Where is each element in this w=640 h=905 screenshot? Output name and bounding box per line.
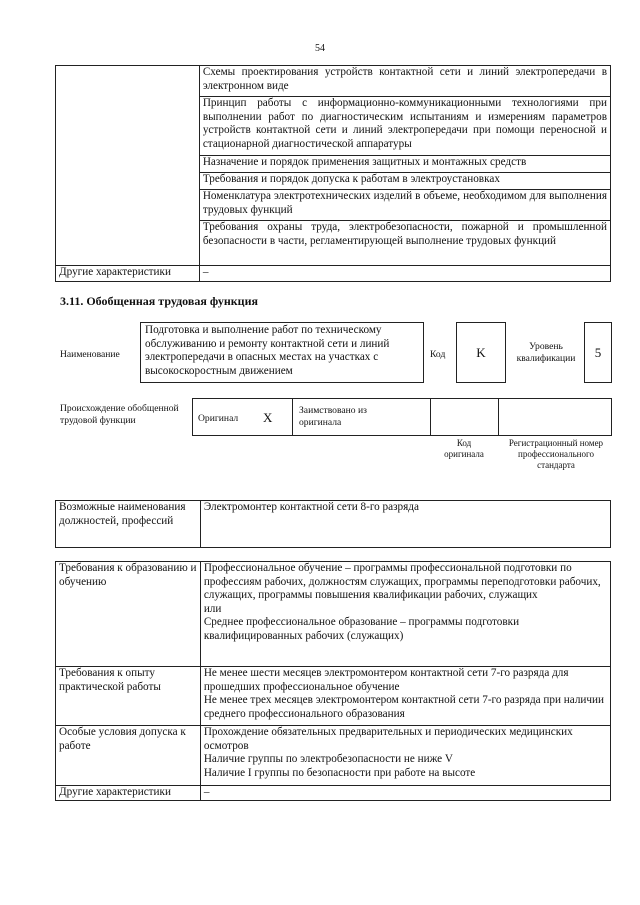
positions-value: Электромонтер контактной сети 8-го разряда: [200, 501, 610, 548]
original-mark: X: [263, 410, 273, 425]
other-label: Другие характеристики: [56, 786, 201, 801]
positions-table: [55, 500, 611, 548]
knowledge-table: [55, 65, 611, 282]
knowledge-row: Номенклатура электротехнических изделий в объеме, необходимом для выполнения трудовых функций: [199, 190, 610, 221]
borrowed-label: Заимствовано из оригинала: [299, 405, 367, 428]
page-number: 54: [315, 43, 325, 54]
name-label: Наименование: [60, 349, 120, 360]
requirements-table: [55, 561, 611, 801]
level-label: Уровень квалификации: [516, 341, 576, 364]
empty-label-cell: [56, 66, 200, 266]
knowledge-row: Назначение и порядок применения защитных и монтажных средств: [199, 156, 610, 173]
requirement-line: Профессиональное обучение – программы профессиональной подготовки по профессиям рабочих, должностям служащих, программы переподготовки рабочих, служащих, программы повышения квалификации рабочих, служащих: [203, 562, 601, 602]
knowledge-row: Требования охраны труда, электробезопасности, пожарной и промышленной безопасности в части, регламентирующей выполнение трудовых функций: [199, 221, 610, 266]
code-label: Код: [430, 349, 446, 360]
level-value: 5: [594, 344, 602, 360]
requirement-line: Прохождение обязательных предварительных и периодических медицинских осмотров: [203, 726, 573, 752]
knowledge-row: Принцип работы с информационно-коммуникационными технологиями при выполнении работ по диагностическим испытаниям и измерениям параметров устройств контактной сети и линий электропередачи при помощи переносной и стационарной диагностической аппаратуры: [199, 97, 610, 156]
function-name-box: [140, 322, 424, 383]
other-characteristics-value: –: [199, 266, 610, 282]
positions-label: Возможные наименования должностей, профессий: [56, 501, 201, 548]
requirement-line: Среднее профессиональное образование – программы подготовки квалифицированных рабочих (служащих): [203, 616, 520, 642]
other-characteristics-label: Другие характеристики: [56, 266, 200, 282]
level-box: [584, 322, 612, 383]
section-title: 3.11. Обобщенная трудовая функция: [60, 294, 258, 308]
reg-number-caption: Регистрационный номер профессионального стандарта: [508, 438, 604, 470]
code-original-caption: Код оригинала: [444, 438, 484, 459]
knowledge-row: Схемы проектирования устройств контактной сети и линий электропередачи в электронном виде: [199, 66, 610, 97]
origin-label: Происхождение обобщенной трудовой функции: [60, 403, 179, 426]
admission-label: Особые условия допуска к работе: [56, 726, 201, 786]
education-label: Требования к образованию и обучению: [56, 562, 201, 667]
code-box: [456, 322, 506, 383]
requirement-line: или: [203, 602, 222, 615]
function-name: Подготовка и выполнение работ по техническому обслуживанию и ремонту контактной сети и линий электропередачи в опасных местах на участках с высокоскоростным движением: [145, 324, 390, 377]
requirement-line: Не менее трех месяцев электромонтером контактной сети 7-го разряда при наличии среднего профессионального образования: [203, 694, 605, 720]
requirement-line: Не менее шести месяцев электромонтером контактной сети 7-го разряда для прошедших профессиональное обучение: [203, 667, 569, 693]
original-label: Оригинал: [198, 413, 239, 424]
knowledge-row: Требования и порядок допуска к работам в электроустановках: [199, 173, 610, 190]
requirement-line: Наличие группы по электробезопасности не ниже V: [203, 753, 454, 766]
experience-label: Требования к опыту практической работы: [56, 667, 201, 726]
other-value: –: [200, 786, 610, 801]
requirement-line: Наличие I группы по безопасности при работе на высоте: [203, 766, 476, 779]
code-value: K: [476, 344, 486, 360]
